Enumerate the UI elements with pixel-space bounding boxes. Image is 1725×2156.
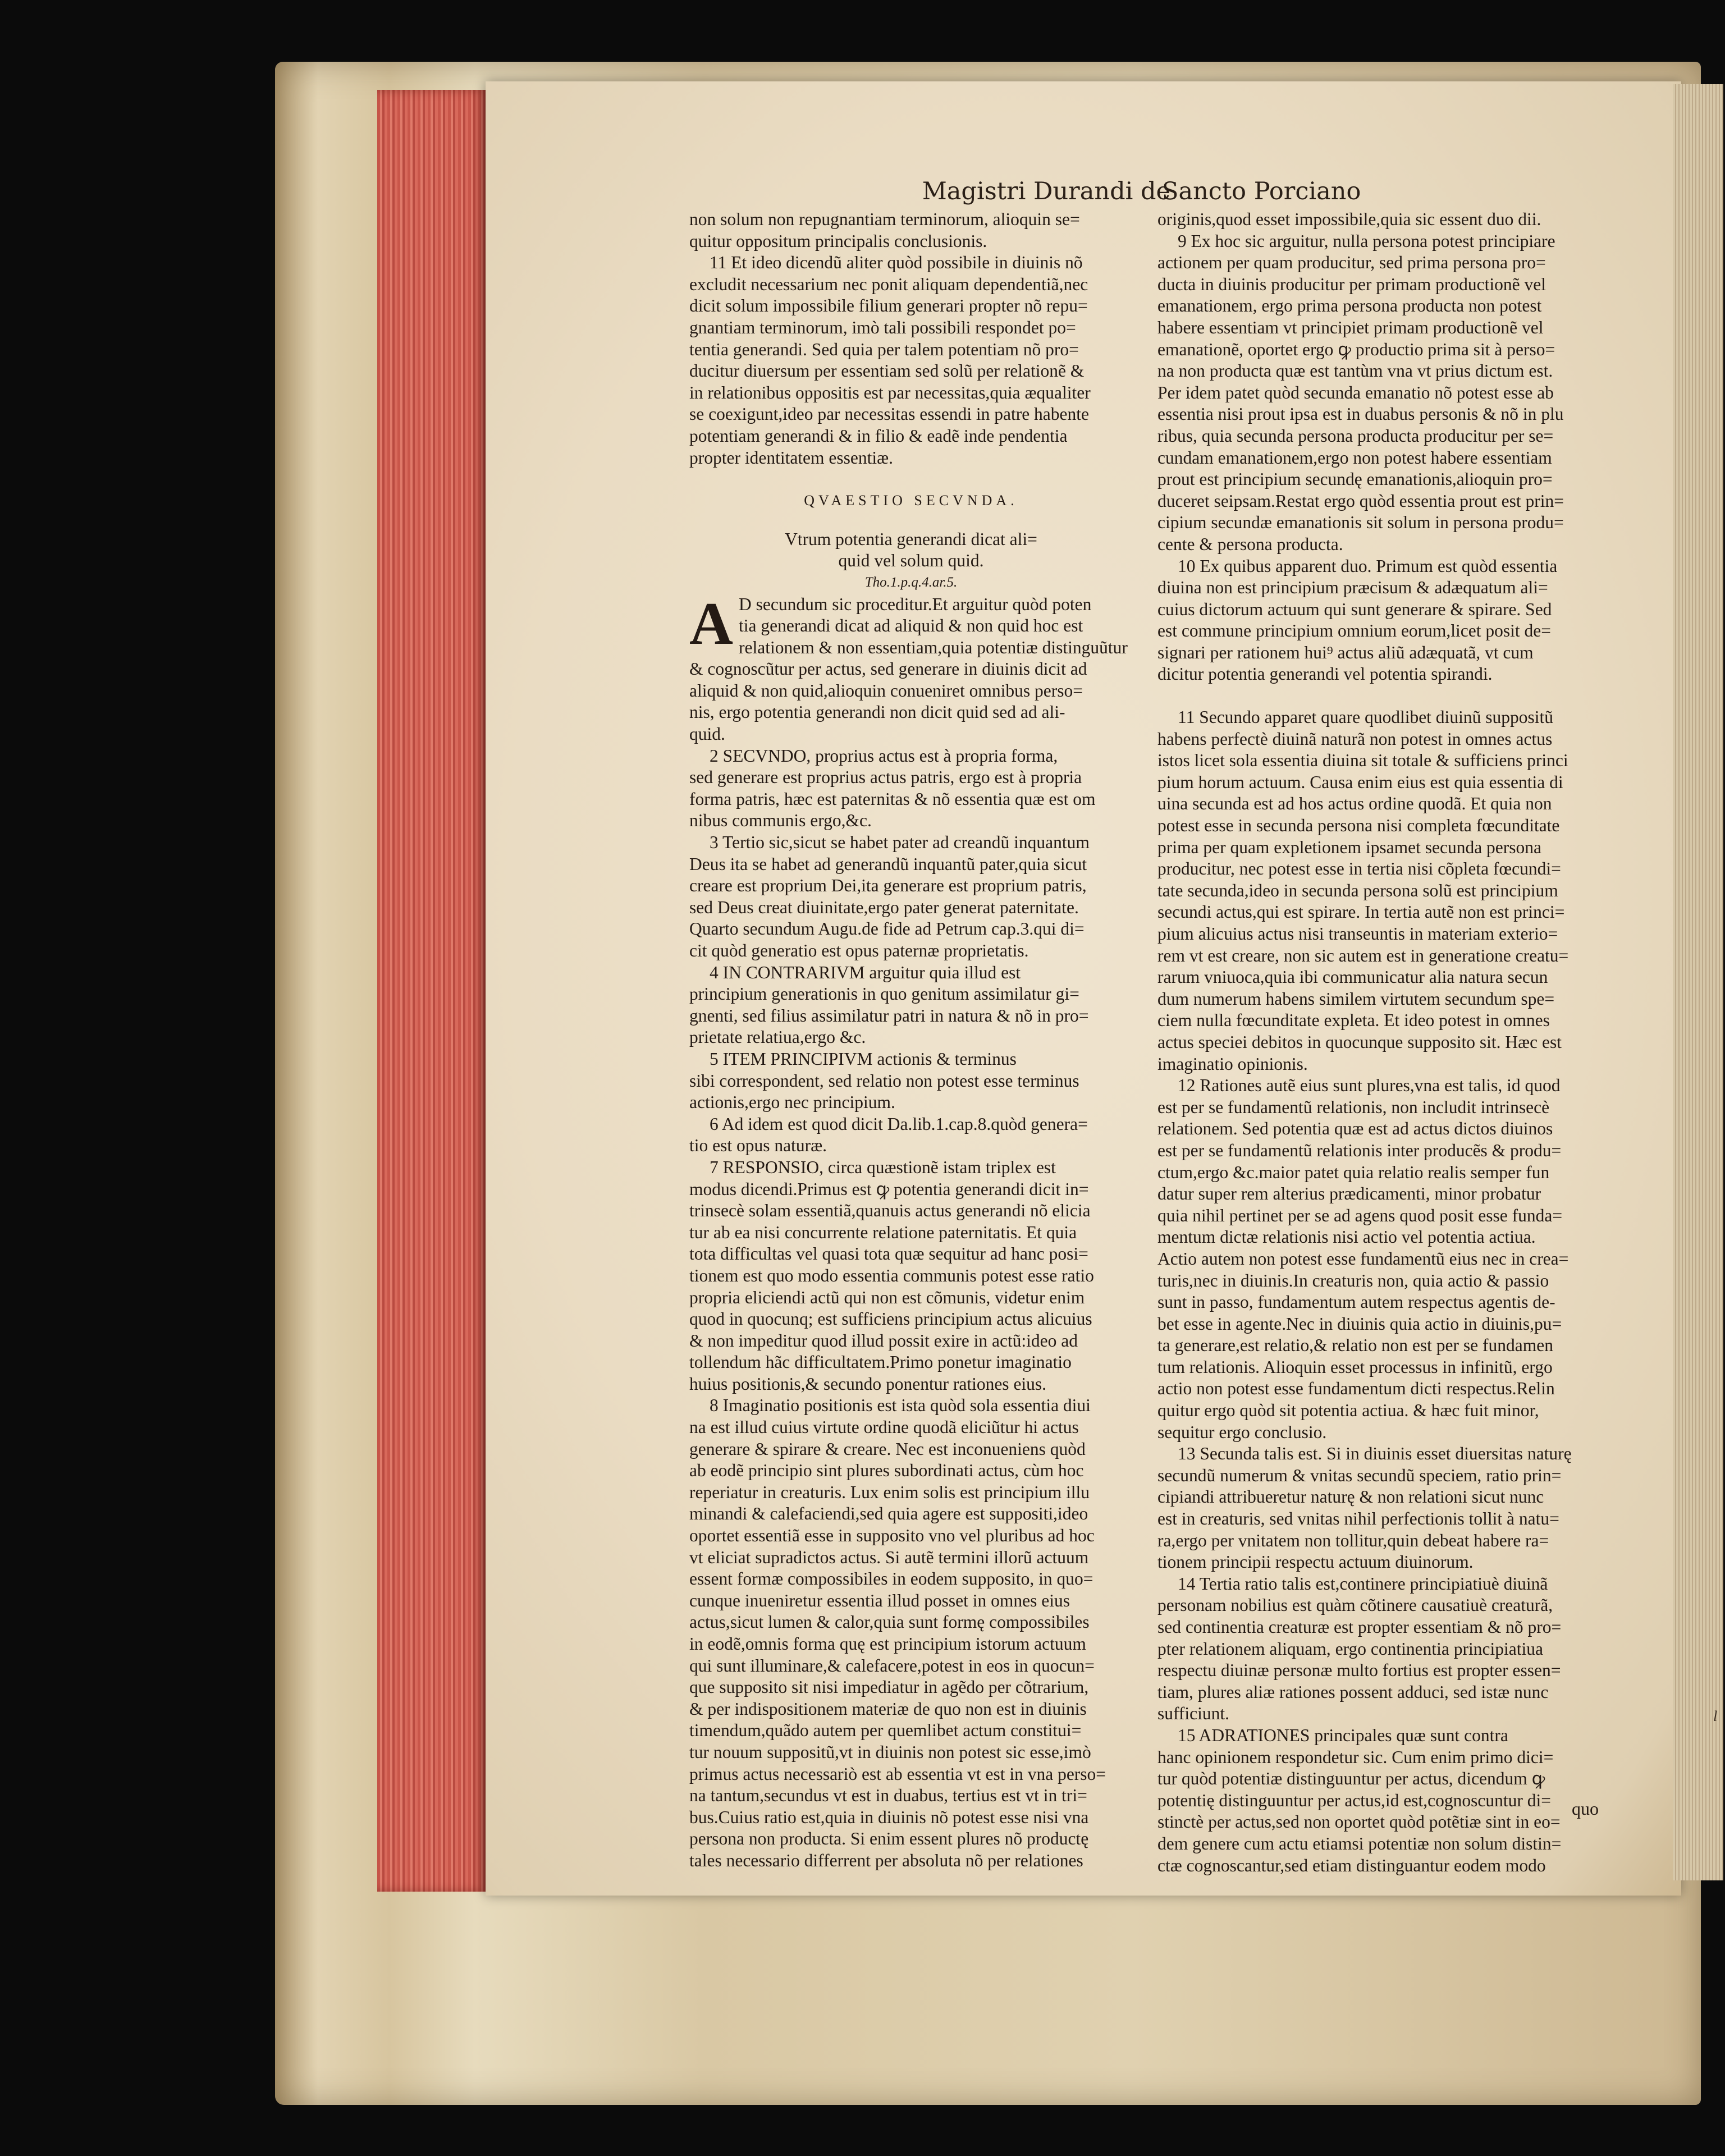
question-title-line: Vtrum potentia generandi dicat ali= [785,529,1037,549]
text-line: ciem nulla fœcunditate expleta. Et ideo potest in omnes [1157,1010,1550,1031]
text-line: creare est proprium Dei,ita generare est proprium patris, [689,876,1087,896]
text-line: tollendum hãc difficultatem.Primo ponetur imaginatio [689,1352,1072,1372]
text-line: emanationem, ergo prima persona producta non potest [1157,296,1542,316]
text-line: Deus ita se habet ad generandũ inquantũ pater,quia sicut [689,854,1087,874]
text-line: ta generare,est relatio,& relatio non est per se fundamen [1157,1335,1553,1356]
text-line: excludit necessarium nec ponit aliquam dependentiã,nec [689,274,1088,294]
text-line: 7 RESPONSIO, circa quæstionẽ istam triplex est [710,1157,1056,1177]
text-line: essentia nisi prout ipsa est in duabus personis & nõ in plu [1157,404,1564,424]
text-line: est per se fundamentũ relationis, non includit intrinsecè [1157,1097,1550,1117]
text-line: 15 ADRATIONES principales quæ sunt contra [1178,1725,1508,1745]
text-line: essent formæ compossibiles in eodem supposito, in quo= [689,1569,1093,1589]
running-head-right: Sancto Porciano [1162,177,1361,205]
text-line: secundi actus,qui est spirare. In tertia autẽ non est princi= [1157,902,1565,922]
text-line: sufficiunt. [1157,1704,1230,1724]
text-line: sequitur ergo conclusio. [1157,1422,1327,1442]
text-line: est commune principium omnium eorum,licet posit de= [1157,621,1552,641]
text-line: huius positionis,& secundo ponentur rationes eius. [689,1374,1047,1394]
text-line: prout est principium secundę emanationis,alioquin pro= [1157,469,1553,489]
text-line: est per se fundamentũ relationis inter producẽs & produ= [1157,1140,1562,1160]
margin-mark: l [1713,1708,1718,1724]
text-line: oportet essentiã esse in supposito vno vel pluribus ad hoc [689,1526,1095,1546]
text-line: tiam, plures aliæ rationes possent adduci, sed istæ nunc [1157,1682,1549,1702]
text-line: ra,ergo per vnitatem non tollitur,quin debeat habere ra= [1157,1530,1549,1550]
text-line: relationem & non essentiam,quia potentiæ distinguũtur [739,637,1128,657]
text-line: cunque inueniretur essentia illud posset in omnes eius [689,1590,1070,1610]
text-line: imaginatio opinionis. [1157,1054,1308,1074]
text-line: 11 Et ideo dicendũ aliter quòd possibile in diuinis nõ [710,253,1083,273]
text-line: ducta in diuinis producitur per primam productionẽ vel [1157,274,1546,294]
text-line: tionem est quo modo essentia communis potest esse ratio [689,1265,1094,1285]
text-line: 10 Ex quibus apparent duo. Primum est quòd essentia [1178,556,1558,576]
text-line: mentum dictæ relationis nisi actio vel potentia actiua. [1157,1227,1536,1247]
text-line: primus actus necessariò est ab essentia vt est in vna perso= [689,1764,1106,1784]
text-line: principium generationis in quo genitum assimilatur gi= [689,984,1079,1004]
text-line: actus,sicut lumen & calor,quia sunt formę compossibiles [689,1612,1090,1632]
text-line: quod in quocunq; est sufficiens principium actus alicuius [689,1309,1092,1329]
text-line: minandi & calefaciendi,sed quia agere est suppositi,ideo [689,1504,1088,1524]
text-line: 5 ITEM PRINCIPIVM actionis & terminus [710,1049,1017,1069]
text-line: tur ab ea nisi concurrente relatione paternitatis. Et quia [689,1222,1077,1242]
text-line: actionis,ergo nec principium. [689,1092,895,1113]
text-line: na est illud cuius virtute ordine quodã eliciũtur hi actus [689,1417,1079,1438]
text-line: 11 Secundo apparet quare quodlibet diuinũ suppositũ [1178,707,1553,727]
text-line: gnenti, sed filius assimilatur patri in natura & nõ in pro= [689,1005,1089,1026]
text-line: originis,quod esset impossibile,quia sic essent duo dii. [1157,209,1541,229]
text-line: producitur, nec potest esse in tertia nisi cõpleta fœcundi= [1157,859,1561,879]
text-line: sibi correspondent, sed relatio non potest esse terminus [689,1070,1079,1091]
text-line: aliquid & non quid,alioquin conueniret omnibus perso= [689,680,1083,701]
text-line: 2 SECVNDO, proprius actus est à propria forma, [710,745,1058,766]
left-text-column [689,209,1133,1872]
text-line: 9 Ex hoc sic arguitur, nulla persona potest principiare [1178,231,1555,251]
text-line: actio non potest esse fundamentum dicti respectus.Relin [1157,1379,1555,1399]
text-line: & per indispositionem materiæ de quo non est in diuinis [689,1699,1087,1719]
text-line: prima per quam expletionem ipsamet secunda persona [1157,837,1542,857]
text-line: sed generare est proprius actus patris, ergo est à propria [689,767,1082,788]
text-line: 6 Ad idem est quod dicit Da.lib.1.cap.8.quòd genera= [710,1114,1088,1134]
text-line: dem genere cum actu etiamsi potentiæ non solum distin= [1157,1833,1562,1853]
text-line: tum relationis. Alioquin esset processus in infinitũ, ergo [1157,1357,1553,1377]
text-line: 8 Imaginatio positionis est ista quòd sola essentia diui [710,1395,1091,1416]
text-line: emanationẽ, oportet ergo ꝙ productio prima sit à perso= [1157,339,1555,359]
text-line: uina secunda est ad hos actus ordine quodã. Et quia non [1157,794,1552,814]
text-line: que supposito sit nisi impediatur in agẽdo per cõtrarium, [689,1677,1089,1697]
text-line: cipiandi attribueretur naturę & non relationi sicut nunc [1157,1487,1544,1507]
text-line: ctæ cognoscantur,sed etiam distinguantur eodem modo [1157,1855,1546,1875]
text-line: propria eliciendi actũ qui non est cõmunis, videtur enim [689,1287,1085,1307]
text-line: respectu diuinæ personæ multo fortius est propter essen= [1157,1660,1561,1681]
text-line: dum numerum habens similem virtutem secundum spe= [1157,988,1555,1009]
text-line: trinsecè solam essentiã,quanuis actus generandi nõ elicia [689,1201,1091,1221]
text-line: Per idem patet quòd secunda emanatio nõ potest esse ab [1157,382,1554,402]
text-line: relationem. Sed potentia quæ est ad actus dictos diuinos [1157,1119,1553,1139]
text-line: prietate relatiua,ergo &c. [689,1027,866,1047]
text-line: diuina non est principium præcisum & adæquatum ali= [1157,578,1548,598]
text-line: sed Deus creat diuinitate,ergo pater generat paternitate. [689,897,1079,917]
text-line: quitur ergo quòd sit potentia actiua. & hæc fuit minor, [1157,1400,1539,1421]
text-line: rem vt est creare, non sic autem est in generatione creatu= [1157,945,1569,965]
text-line: potest esse in secunda persona nisi completa fœcunditate [1157,816,1560,836]
text-line: Actio autem non potest esse fundamentũ eius nec in crea= [1157,1248,1569,1269]
text-line: forma patris, hæc est paternitas & nõ essentia quæ est om [689,789,1096,809]
text-line: nibus communis ergo,&c. [689,811,872,831]
question-title-line: quid vel solum quid. [838,551,984,571]
text-line: pium horum actuum. Causa enim eius est quia essentia di [1157,772,1563,792]
text-line: cit quòd generatio est opus paternæ proprietatis. [689,941,1029,960]
text-line: pter relationem aliquam, ergo continentia principiatiua [1157,1638,1543,1659]
text-line: na tantum,secundus vt est in duabus, tertius est vt in tri= [689,1786,1087,1806]
text-line: 12 Rationes autẽ eius sunt plures,vna est talis, id quod [1178,1075,1561,1096]
text-line: tur nouum suppositũ,vt in diuinis non potest sic esse,imò [689,1742,1091,1762]
text-line: ribus, quia secunda persona producta producitur per se= [1157,425,1554,446]
catchword: quo [1572,1798,1599,1819]
text-line: Quarto secundum Augu.de fide ad Petrum cap.3.qui di= [689,919,1085,939]
text-line: habens perfectè diuinã naturã non potest in omnes actus [1157,729,1553,749]
text-line: rarum vniuoca,quia ibi communicatur alia natura secun [1157,967,1548,987]
text-line: tionem principii respectu actuum diuinorum. [1157,1552,1474,1572]
text-line: secundũ numerum & vnitas secundũ speciem, ratio prin= [1157,1465,1562,1485]
text-line: stinctè per actus,sed non oportet quòd potẽtiæ sint in eo= [1157,1812,1561,1832]
text-line: potentiam generandi & in filio & eadẽ inde pendentia [689,425,1068,446]
text-line: sunt in passo, fundamentum autem respectus agentis de- [1157,1292,1555,1312]
text-line: tio est opus naturæ. [689,1136,827,1156]
text-line: nis, ergo potentia generandi non dicit quid sed ad ali- [689,702,1065,722]
text-line: dicit solum impossibile filium generari propter nõ repu= [689,296,1088,316]
running-head-left: Magistri Durandi de [922,177,1170,205]
text-line: istos licet sola essentia diuina sit totale & sufficiens princi [1157,750,1568,771]
text-line: quid. [689,724,725,744]
text-line-inline: D secundum sic proceditur.Et arguitur quòd poten [739,594,1092,614]
text-line: timendum,quãdo autem per quemlibet actum constitui= [689,1720,1082,1741]
text-line: cuius dictorum actuum qui sunt generare & spirare. Sed [1157,599,1552,619]
text-line: cipium secundæ emanationis sit solum in persona produ= [1157,512,1564,533]
text-line: est in creaturis, sed vnitas nihil perfectionis tollit à natu= [1157,1509,1559,1529]
text-line: potentię distinguuntur per actus,id est,cognoscuntur di= [1157,1790,1552,1810]
text-line: quitur oppositum principalis conclusionis. [689,231,987,251]
text-line: quia nihil pertinet per se ad agens quod posit esse funda= [1157,1205,1563,1225]
text-line: gnantiam terminorum, imò tali possibili respondet po= [689,317,1076,337]
text-line: turis,nec in diuinis.In creaturis non, quia actio & passio [1157,1270,1549,1290]
text-line: bet esse in agente.Nec in diuinis quia actio in diuinis,pu= [1157,1313,1562,1334]
text-line: pium alicuius actus nisi transeuntis in materiam exterio= [1157,924,1558,944]
text-line: generare & spirare & creare. Nec est inconueniens quòd [689,1439,1086,1459]
text-line: & non impeditur quod illud possit exire in actũ:ideo ad [689,1330,1078,1351]
text-line: actus speciei debitos in quocunque supposito sit. Hæc est [1157,1032,1562,1052]
text-line: non solum non repugnantiam terminorum, alioquin se= [689,209,1080,229]
text-line: qui sunt illuminare,& calefacere,potest in eos in quocun= [689,1655,1095,1676]
text-line: bus.Cuius ratio est,quia in diuinis nõ potest esse nisi vna [689,1807,1089,1827]
text-line: 13 Secunda talis est. Si in diuinis esset diuersitas naturę [1178,1444,1572,1464]
text-line: datur super rem alterius prædicamenti, minor probatur [1157,1184,1541,1204]
opposite-page-edge [1673,84,1723,1880]
text-line: persona non producta. Si enim essent plures nõ productę [689,1829,1089,1849]
text-line: modus dicendi.Primus est ꝙ potentia generandi dicit in= [689,1179,1089,1199]
text-line: signari per rationem hui⁹ actus aliũ adæquatã, vt cum [1157,642,1534,662]
text-line: cundam emanationem,ergo non potest habere essentiam [1157,447,1552,468]
text-line: 3 Tertio sic,sicut se habet pater ad creandũ inquantum [710,832,1090,853]
text-line: na non producta quæ est tantùm vna vt prius dictum est. [1157,361,1553,381]
text-line: tota difficultas vel quasi tota quæ sequitur ad hanc posi= [689,1244,1088,1264]
text-line: 14 Tertia ratio talis est,continere principiatiuè diuinã [1178,1573,1548,1594]
text-line: vt eliciat supradictos actus. Si autẽ termini illorũ actuum [689,1547,1089,1567]
text-line: personam nobilius est quàm cõtinere causatiuè creaturã, [1157,1595,1553,1615]
text-line: tia generandi dicat ad aliquid & non quid hoc est [739,616,1083,636]
text-line: duceret seipsam.Restat ergo quòd essentia prout est prin= [1157,491,1564,511]
text-line: se coexigunt,ideo par necessitas essendi in patre habente [689,404,1089,424]
text-line: tentia generandi. Sed quia per talem potentiam nõ pro= [689,339,1079,359]
text-line: ducitur diuersum per essentiam sed solũ per relationẽ & [689,361,1085,381]
question-heading: QVAESTIO SECVNDA. [804,492,1018,509]
text-line: ab eodẽ principio sint plures subordinati actus, cùm hoc [689,1461,1084,1481]
text-line: cente & persona producta. [1157,534,1343,554]
text-line: in eodẽ,omnis forma quę est principium istorum actuum [689,1634,1086,1654]
red-page-edges [377,90,489,1892]
text-line: ctum,ergo &c.maior patet quia relatio realis semper fun [1157,1162,1550,1182]
text-line: 4 IN CONTRARIVM arguitur quia illud est [710,962,1021,982]
drop-capital: A [689,590,733,657]
text-line: propter identitatem essentiæ. [689,447,894,468]
citation-reference: Tho.1.p.q.4.ar.5. [864,574,958,590]
paragraph-gap [1157,685,1612,707]
text-line: sed continentia creaturæ est propter essentiam & nõ pro= [1157,1617,1562,1637]
text-line: tate secunda,ideo in secunda persona solũ est principium [1157,880,1558,900]
right-text-column [1157,209,1612,1876]
text-line: dicitur potentia generandi vel potentia spirandi. [1157,664,1493,684]
text-line: & cognoscũtur per actus, sed generare in diuinis dicit ad [689,659,1087,679]
text-line: tur quòd potentiæ distinguuntur per actus, dicendum ꝙ [1157,1769,1545,1789]
text-line: hanc opinionem respondetur sic. Cum enim primo dici= [1157,1747,1554,1767]
text-line: reperiatur in creaturis. Lux enim solis est principium illu [689,1482,1090,1502]
text-line: tales necessario differrent per absoluta nõ per relationes [689,1850,1083,1870]
text-line: habere essentiam vt principiet primam productionẽ vel [1157,317,1544,337]
text-line: actionem per quam producitur, sed prima persona pro= [1157,253,1546,273]
text-line: in relationibus oppositis est par necessitas,quia æqualiter [689,382,1091,402]
